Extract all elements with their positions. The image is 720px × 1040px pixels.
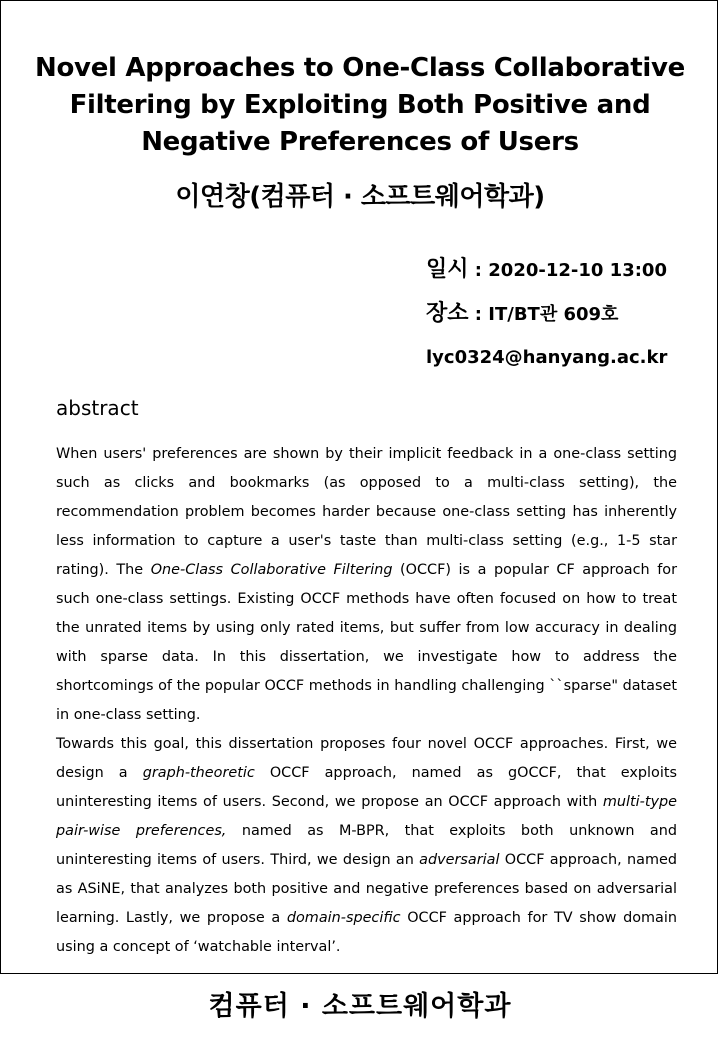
text-run: named as M-BPR, that exploits both unknown and uninteresting items of users. Third, we design an bbox=[56, 823, 677, 868]
italic-run: One-Class Collaborative Filtering bbox=[150, 562, 393, 578]
author-line: 이연창(컴퓨터 · 소프트웨어학과) bbox=[175, 182, 545, 212]
text-run: Towards this goal, this dissertation proposes four novel OCCF approaches. First, we design a bbox=[56, 736, 677, 781]
abstract-body bbox=[56, 440, 677, 962]
email-row bbox=[426, 340, 667, 384]
text-run: When users' preferences are shown by their implicit feedback in a one-class setting such as clicks and bookmarks (as opposed to a multi-class setting), the recommendation problem becomes harder because one-class setting has inherently less information to capture a user's taste than multi-class setting (e.g., 1-5 star rating). The bbox=[56, 446, 677, 578]
email-value: lyc0324@hanyang.ac.kr bbox=[426, 347, 668, 368]
date-label: 일시 bbox=[426, 257, 469, 282]
meta-block bbox=[426, 252, 667, 384]
place-label: 장소 bbox=[426, 301, 469, 326]
text-run: (OCCF) is a popular CF approach for such one-class settings. Existing OCCF methods have often focused on how to treat the unrated items by using only rated items, but suffer from low accuracy in dealing with sparse data. In this dissertation, we investigate how to address the shortcomings of the popular OCCF methods in handling challenging ``sparse" dataset in one-class setting. bbox=[56, 562, 677, 723]
date-value: 2020-12-10 13:00 bbox=[488, 260, 667, 281]
abstract-paragraph-2 bbox=[56, 730, 677, 962]
place-row: 장소 : IT/BT관 609호 bbox=[426, 301, 619, 326]
abstract-heading: abstract bbox=[56, 396, 139, 420]
italic-run: adversarial bbox=[419, 852, 500, 868]
page-title: Novel Approaches to One-Class Collaborative Filtering by Exploiting Both Positive and Negative Preferences of Users bbox=[35, 53, 685, 157]
place-value: IT/BT관 609호 bbox=[488, 304, 619, 325]
abstract-paragraph-1 bbox=[56, 440, 677, 730]
text-run: OCCF approach, named as ASiNE, that analyzes both positive and negative preferences based on adversarial learning. Lastly, we propose a bbox=[56, 852, 677, 926]
date-row: 일시 : 2020-12-10 13:00 bbox=[426, 257, 667, 282]
italic-run: domain-specific bbox=[286, 910, 401, 926]
department-footer: 컴퓨터 · 소프트웨어학과 bbox=[208, 991, 512, 1022]
italic-run: multi-type pair-wise preferences, bbox=[56, 794, 677, 839]
text-run: OCCF approach for TV show domain using a concept of ‘watchable interval’. bbox=[56, 910, 677, 955]
text-run: OCCF approach, named as gOCCF, that exploits uninteresting items of users. Second, we propose an OCCF approach with bbox=[56, 765, 677, 810]
italic-run: graph-theoretic bbox=[142, 765, 255, 781]
